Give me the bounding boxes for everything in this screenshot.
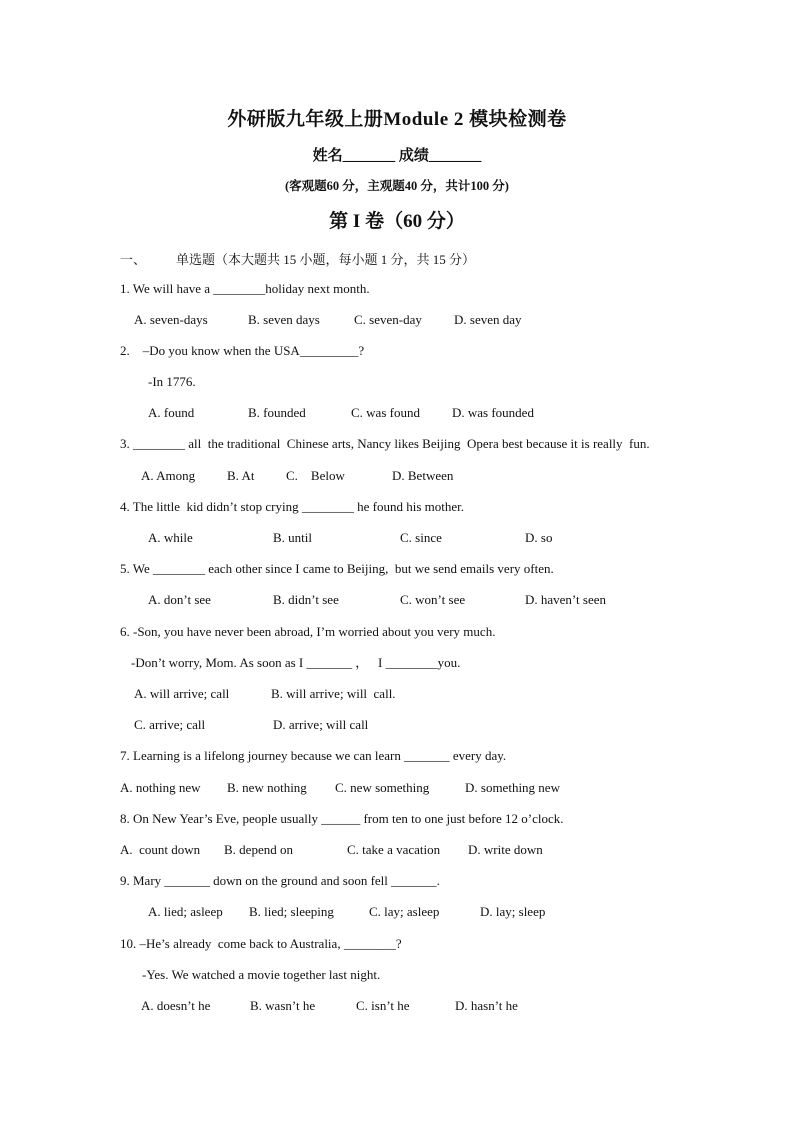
question-10-answer-line: -Yes. We watched a movie together last night. [142, 967, 381, 982]
name-score-line: 姓名_______ 成绩_______ [312, 148, 482, 164]
question-5-option-a: A. don’t see [148, 592, 211, 607]
question-10-option-a: A. doesn’t he [141, 998, 211, 1013]
question-3-option-c: C. Below [286, 468, 345, 483]
question-1-option-b: B. seven days [248, 312, 320, 327]
question-3-option-d: D. Between [392, 468, 454, 483]
section-number: 一、 [120, 252, 147, 267]
question-9-option-b: B. lied; sleeping [249, 904, 334, 919]
question-9-option-a: A. lied; asleep [148, 904, 223, 919]
question-3-option-b: B. At [227, 468, 255, 483]
question-6-option-a: A. will arrive; call [134, 686, 230, 701]
question-7-option-c: C. new something [335, 780, 430, 795]
score-note: (客观题60 分，主观题40 分，共计100 分) [285, 179, 509, 193]
question-7-option-a: A. nothing new [120, 780, 201, 795]
question-7-stem: 7. Learning is a lifelong journey because we can learn _______ every day. [120, 748, 507, 763]
question-7-option-b: B. new nothing [227, 780, 307, 795]
question-3-stem: 3. ________ all the traditional Chinese arts, Nancy likes Beijing Opera best because it is really fun. [120, 436, 650, 451]
question-2-option-b: B. founded [248, 405, 306, 420]
question-5-option-b: B. didn’t see [273, 592, 339, 607]
question-4-option-a: A. while [148, 530, 193, 545]
question-2-option-c: C. was found [351, 405, 420, 420]
question-8-option-c: C. take a vacation [347, 842, 441, 857]
question-3-option-a: A. Among [141, 468, 196, 483]
question-1-stem: 1. We will have a ________holiday next month. [120, 281, 370, 296]
question-8-option-d: D. write down [468, 842, 543, 857]
question-5-option-c: C. won’t see [400, 592, 466, 607]
question-4-option-d: D. so [525, 530, 553, 545]
exam-title: 外研版九年级上册Module 2 模块检测卷 [227, 109, 567, 130]
question-6-option-d: D. arrive; will call [273, 717, 369, 732]
question-4-stem: 4. The little kid didn’t stop crying ________ he found his mother. [120, 499, 464, 514]
question-2-option-a: A. found [148, 405, 195, 420]
question-7-option-d: D. something new [465, 780, 560, 795]
question-10-option-c: C. isn’t he [356, 998, 410, 1013]
question-6-option-c: C. arrive; call [134, 717, 206, 732]
question-9-option-d: D. lay; sleep [480, 904, 546, 919]
part-title: 第 I 卷（60 分） [329, 211, 465, 232]
section-heading [120, 249, 475, 268]
question-2-answer-line: -In 1776. [148, 374, 196, 389]
question-2-stem: 2. –Do you know when the USA_________? [120, 343, 365, 358]
question-1-option-c: C. seven-day [354, 312, 422, 327]
question-6-option-b: B. will arrive; will call. [271, 686, 396, 701]
question-10-stem: 10. –He’s already come back to Australia, ________? [120, 936, 402, 951]
question-2-option-d: D. was founded [452, 405, 534, 420]
question-1-option-a: A. seven-days [134, 312, 208, 327]
question-6-answer-line: -Don’t worry, Mom. As soon as I _______ ， I ________you. [131, 655, 461, 670]
question-5-option-d: D. haven’t seen [525, 592, 606, 607]
question-8-stem: 8. On New Year’s Eve, people usually ______ from ten to one just before 12 o’clock. [120, 811, 564, 826]
question-10-option-d: D. hasn’t he [455, 998, 518, 1013]
question-6-stem: 6. -Son, you have never been abroad, I’m worried about you very much. [120, 624, 496, 639]
question-8-option-b: B. depend on [224, 842, 293, 857]
question-5-stem: 5. We ________ each other since I came to Beijing, but we send emails very often. [120, 561, 554, 576]
question-10-option-b: B. wasn’t he [250, 998, 316, 1013]
question-4-option-c: C. since [400, 530, 442, 545]
section-title: 单选题（本大题共 15 小题，每小题 1 分，共 15 分） [176, 252, 476, 267]
question-8-option-a: A. count down [120, 842, 201, 857]
question-9-stem: 9. Mary _______ down on the ground and soon fell _______. [120, 873, 440, 888]
question-9-option-c: C. lay; asleep [369, 904, 440, 919]
question-4-option-b: B. until [273, 530, 313, 545]
question-1-option-d: D. seven day [454, 312, 522, 327]
